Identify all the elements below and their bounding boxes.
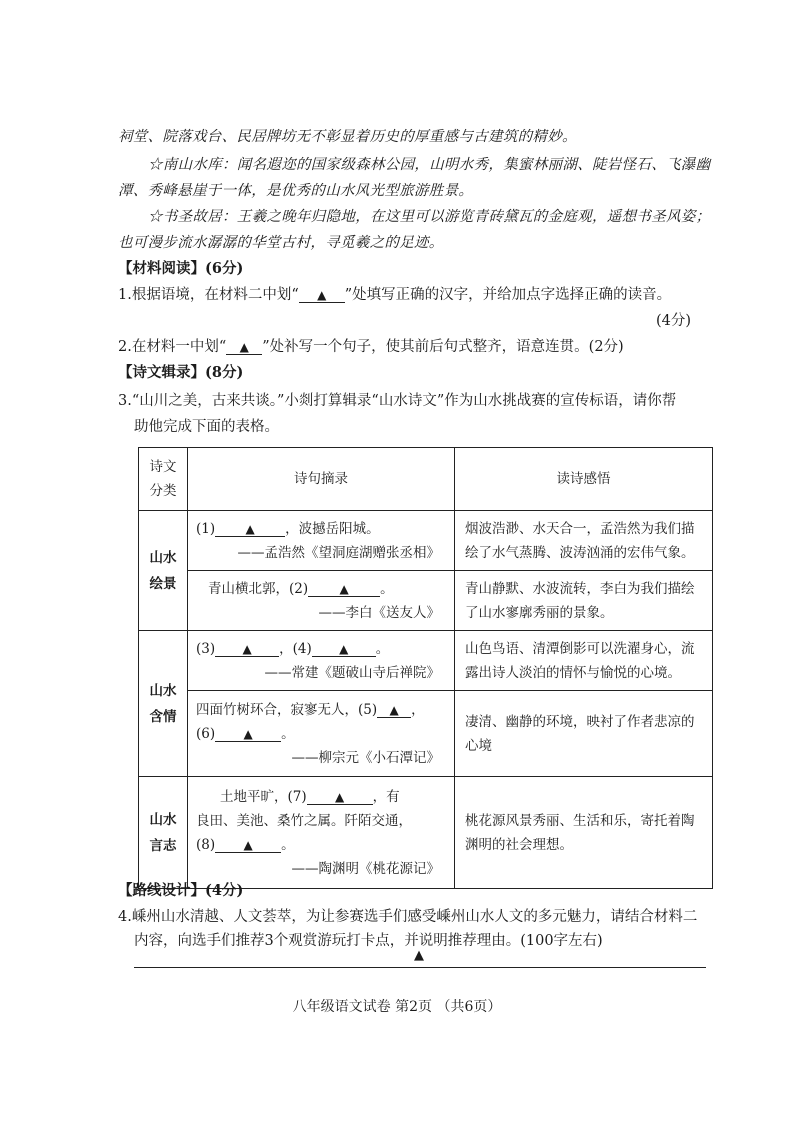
poem-text: 青山横北郭，(2): [208, 580, 309, 597]
question-1-text-b: ”处填写正确的汉字，并给加点字选择正确的读音。: [344, 287, 672, 303]
table-row: [139, 631, 713, 691]
poem-source: ——陶渊明《桃花源记》: [291, 860, 440, 877]
poem-line: [196, 517, 446, 541]
poem-cell: [188, 631, 455, 691]
answer-blank[interactable]: [312, 642, 376, 657]
feeling-cell: 青山静默、水波流转，李白为我们描绘了山水寥廓秀丽的景象。: [455, 571, 713, 631]
poem-text: 土地平旷，(7): [220, 788, 307, 805]
table-row: [139, 571, 713, 631]
poem-table: [138, 447, 713, 889]
poem-cell: [188, 511, 455, 571]
poem-text: ，波撼岳阳城。: [285, 520, 380, 537]
triangle-mark-icon: ▲: [239, 340, 249, 354]
table-header-row: [139, 448, 713, 511]
section-poem-collection: 【诗文辑录】(8分): [118, 364, 244, 381]
triangle-mark-icon: ▲: [339, 641, 349, 656]
table-row: [139, 511, 713, 571]
question-2-text-b: ”处补写一个句子，使其前后句式整齐，语意连贯。(2分): [262, 339, 624, 355]
poem-line: [196, 722, 446, 746]
section-material-reading: 【材料阅读】(6分): [118, 260, 244, 277]
header-feeling: 读诗感悟: [455, 448, 713, 511]
answer-blank[interactable]: [215, 522, 285, 537]
answer-blank[interactable]: [226, 340, 262, 355]
triangle-mark-icon: ▲: [335, 789, 345, 804]
question-4-line-2: 内容，向选手们推荐3个观赏游玩打卡点，并说明推荐理由。(100字左右): [134, 933, 603, 949]
section-route-design: 【路线设计】(4分): [118, 882, 244, 899]
page-footer: 八年级语文试卷 第2页 （共6页）: [292, 999, 502, 1015]
answer-line[interactable]: [134, 967, 706, 968]
intro-line-5: 也可漫步流水潺潺的华堂古村，寻觅羲之的足迹。: [118, 235, 444, 251]
poem-cell: [188, 571, 455, 631]
intro-line-2: ☆南山水库：闻名遐迩的国家级森林公园，山明水秀，集蜜林丽湖、陡岩怪石、飞瀑幽: [148, 157, 711, 173]
poem-line: [196, 698, 446, 722]
category-line-1: 山水: [149, 811, 177, 828]
poem-text: ，: [411, 701, 425, 718]
feeling-cell: 桃花源风景秀丽、生活和乐，寄托着陶渊明的社会理想。: [455, 777, 713, 889]
category-cell: [139, 777, 188, 889]
poem-line: [196, 637, 446, 661]
category-line-1: 山水: [149, 682, 177, 699]
feeling-cell: 烟波浩渺、水天合一，孟浩然为我们描绘了水气蒸腾、波涛汹涌的宏伟气象。: [455, 511, 713, 571]
category-cell: [139, 631, 188, 777]
triangle-mark-icon: ▲: [389, 702, 399, 717]
table-row: [139, 691, 713, 777]
poem-cell: [188, 777, 455, 889]
answer-blank[interactable]: [307, 790, 373, 805]
question-1-score: (4分): [656, 313, 692, 329]
question-1-text-a: 1.根据语境，在材料二中划“: [118, 287, 299, 303]
triangle-mark-icon: ▲: [339, 581, 349, 596]
poem-line: [196, 785, 446, 809]
intro-line-1: 祠堂、院落戏台、民居牌坊无不彰显着历史的厚重感与古建筑的精妙。: [118, 129, 577, 145]
poem-text: 。: [375, 640, 390, 657]
category-line-2: 绘景: [149, 575, 177, 592]
poem-text: 。: [380, 580, 394, 597]
category-cell: [139, 511, 188, 631]
triangle-mark-icon: ▲: [242, 641, 252, 656]
answer-blank[interactable]: [215, 727, 281, 742]
question-2: [118, 336, 624, 358]
poem-text: 。: [281, 725, 295, 742]
header-category-line-1: 诗文: [149, 459, 177, 475]
poem-source: ——李白《送友人》: [318, 604, 440, 621]
question-3-line-2: 助他完成下面的表格。: [134, 419, 279, 435]
intro-line-4: ☆书圣故居：王羲之晚年归隐地，在这里可以游览青砖黛瓦的金庭观，遥想书圣风姿；: [148, 209, 711, 225]
intro-line-3: 潭、秀峰悬崖于一体，是优秀的山水风光型旅游胜景。: [118, 183, 474, 199]
table-row: [139, 777, 713, 889]
triangle-mark-icon: ▲: [243, 726, 253, 741]
header-poem: 诗句摘录: [188, 448, 455, 511]
answer-blank[interactable]: [299, 288, 345, 303]
poem-line: 良田、美池、桑竹之属。阡陌交通，: [196, 812, 412, 829]
feeling-cell: 凄清、幽静的环境，映衬了作者悲凉的心境: [455, 691, 713, 777]
poem-text: (8): [196, 836, 216, 853]
answer-blank[interactable]: [215, 838, 281, 853]
question-4-line-1: 4.嵊州山水清越、人文荟萃，为让参赛选手们感受嵊州山水人文的多元魅力，请结合材料二: [118, 909, 698, 925]
poem-text: 四面竹树环合，寂寥无人，(5): [196, 701, 378, 718]
poem-text: ，有: [372, 788, 400, 805]
header-category-line-2: 分类: [149, 483, 177, 499]
triangle-mark-icon: ▲: [243, 837, 253, 852]
feeling-cell: 山色鸟语、清潭倒影可以洗濯身心，流露出诗人淡泊的情怀与愉悦的心境。: [455, 631, 713, 691]
poem-text: (1): [196, 520, 216, 537]
header-category: [139, 448, 188, 511]
triangle-mark-icon: ▲: [317, 288, 327, 302]
poem-text: (3): [196, 640, 216, 657]
triangle-mark-icon: ▲: [245, 521, 255, 536]
category-line-1: 山水: [149, 549, 177, 566]
category-line-2: 言志: [149, 837, 177, 854]
question-1: [118, 284, 671, 306]
answer-blank[interactable]: [215, 642, 279, 657]
answer-blank[interactable]: [377, 703, 411, 718]
answer-blank[interactable]: [308, 582, 380, 597]
triangle-mark-icon: ▲: [414, 948, 424, 963]
poem-text: ，(4): [279, 640, 312, 657]
poem-line: [196, 577, 446, 601]
question-2-text-a: 2.在材料一中划“: [118, 339, 227, 355]
poem-text: 。: [281, 836, 295, 853]
poem-source: ——柳宗元《小石潭记》: [291, 749, 440, 766]
poem-source: ——孟浩然《望洞庭湖赠张丞相》: [237, 544, 440, 561]
poem-source: ——常建《题破山寺后禅院》: [264, 664, 440, 681]
poem-cell: [188, 691, 455, 777]
question-3-line-1: 3.“山川之美，古来共谈。”小剡打算辑录“山水诗文”作为山水挑战赛的宣传标语，请你帮: [118, 393, 677, 409]
poem-line: [196, 833, 446, 857]
category-line-2: 含情: [149, 708, 177, 725]
poem-text: (6): [196, 725, 216, 742]
